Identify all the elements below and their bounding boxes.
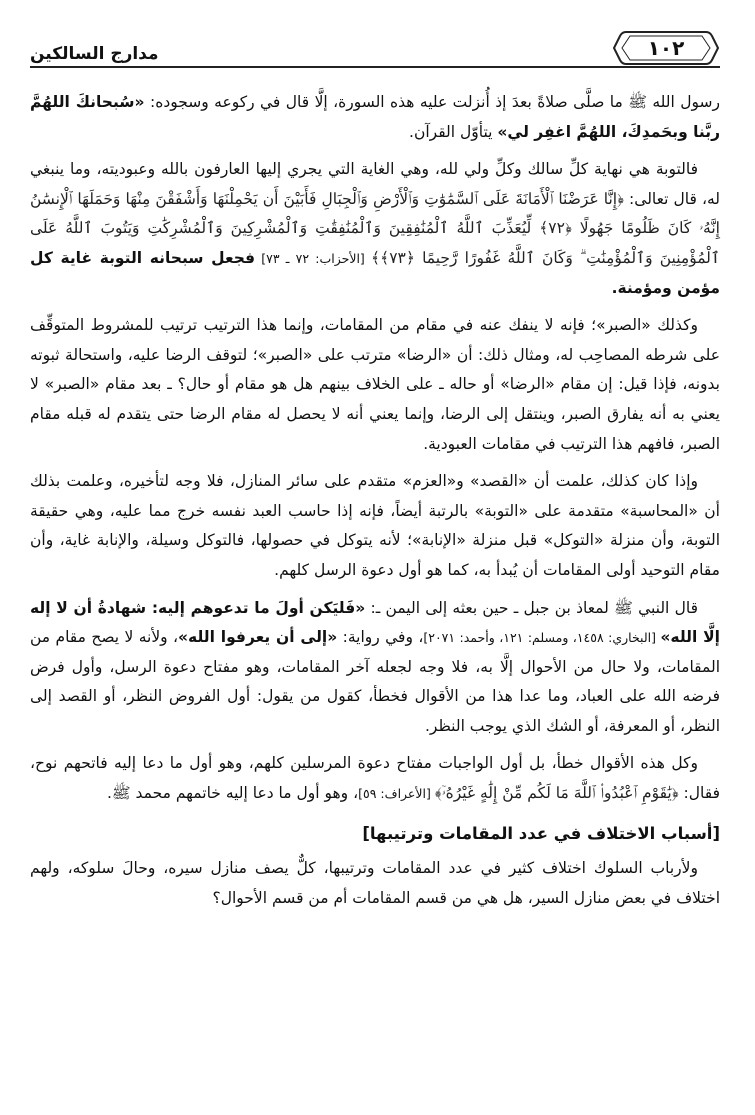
reference-hadith: [البخاري: ١٤٥٨، ومسلم: ١٢١، وأحمد: ٢٠٧١] — [423, 630, 661, 646]
page-number-frame — [612, 30, 720, 66]
paragraph-6 — [30, 749, 720, 808]
paragraph-5-text-a: قال النبي ﷺ لمعاذ بن جبل ـ حين بعثه إلى اليمن ـ: — [365, 598, 698, 617]
paragraph-4-text: وإذا كان كذلك، علمت أن «القصد» و«العزم» متقدم على سائر المنازل، فلا وجه لتأخيره، وعلمت بذلك أن «المحاسبة» متقدمة على «التوبة» بالرتبة أيضاً، فإنه إذا حاسب العبد نفسه خرج مما عليه، وهي حقيقة التوبة، وأن منزلة «التوكل» قبل منزلة «الإنابة»؛ لأنه يتوكل في حصولها، فالتوكل وسيلة، والإنابة غاية، وأن مقام التوحيد أولى المقامات أن يُبدأ به، كما هو أول دعوة الرسل كلهم. — [30, 472, 720, 579]
paragraph-6-text-a: وكل هذه الأقوال خطأ، بل أول الواجبات مفتاح دعوة المرسلين كلهم، وهو أول ما دعا إليه فاتحهم نوح، فقال: — [30, 754, 720, 803]
paragraph-3-text: وكذلك «الصبر»؛ فإنه لا ينفك عنه في مقام من المقامات، وإنما هذا الترتيب ترتيب للمشروط المتوقِّف على شرطه المصاحِب له، ومثال ذلك: أن «الرضا» مترتب على «الصبر»؛ لتوقف الرضا عليه، واستحالة ثبوته بدونه، فإذا قيل: إن مقام «الرضا» أو حاله ـ على الخلاف بينهم هل هو مقام أو حال؟ ـ بعد مقام «الصبر» لا يعني به أنه يفارق الصبر، وينتقل إلى الرضا، وإنما يعني أنه لا يحصل له مقام الرضا حتى يتقدم له قبله مقام الصبر، فافهم هذا الترتيب في مقامات العبودية. — [30, 316, 720, 453]
paragraph-1-text-b: يتأوّل القرآن. — [409, 122, 498, 141]
hadith-quote-dua: «سُبحانكَ اللهُمَّ ربَّنا وبحَمدِكَ، اللهُمَّ اغفِر لي» — [30, 93, 720, 141]
section-heading: [أسباب الاختلاف في عدد المقامات وترتيبها] — [362, 823, 720, 843]
reference-al-ahzab: [الأحزاب: ٧٢ ـ ٧٣] — [255, 250, 372, 266]
paragraph-1-text-a: رسول الله ﷺ ما صلَّى صلاةً بعدَ إذ أُنزلت عليه هذه السورة، إلَّا قال في ركوعه وسجوده: — [144, 93, 721, 111]
page-body — [30, 88, 720, 921]
paragraph-5-text-c: ، ولأنه لا يصح مقام من المقامات، ولا حال من الأحوال إلَّا به، فلا وجه لجعله آخر المقامات، وهو مفتاح دعوة الرسل، وأول فرض فرضه الله على العباد، وما عدا هذا من الأقوال فخطأ، كقول من يقول: أول الفروض النظر، أو القصد إلى النظر، أو المعرفة، أو الشك الذي يوجب النظر. — [30, 628, 720, 735]
quran-verse-al-ahzab: ﴿إِنَّا عَرَضْنَا ٱلْأَمَانَةَ عَلَى ٱلسَّمَٰوَٰتِ وَٱلْأَرْضِ وَٱلْجِبَالِ فَأَبَيْنَ أَن يَحْمِلْنَهَا وَأَشْفَقْنَ مِنْهَا وَحَمَلَهَا ٱلْإِنسَٰنُ إِنَّهُۥ كَانَ ظَلُومًا جَهُولًا ﴿٧٢﴾ لِّيُعَذِّبَ ٱللَّهُ ٱلْمُنَٰفِقِينَ وَٱلْمُنَٰفِقَٰتِ وَٱلْمُشْرِكِينَ وَٱلْمُشْرِكَٰتِ وَيَتُوبَ ٱللَّهُ عَلَى ٱلْمُؤْمِنِينَ وَٱلْمُؤْمِنَٰتِ ۗ وَكَانَ ٱللَّهُ غَفُورًا رَّحِيمًا ﴿٧٣﴾﴾ — [30, 189, 720, 267]
paragraph-4 — [30, 467, 720, 585]
paragraph-1 — [30, 88, 720, 147]
page-number: ١٠٢ — [647, 36, 685, 60]
paragraph-5-text-b: ، وفي رواية: — [337, 628, 424, 647]
paragraph-6-text-b: ، وهو أول ما دعا إليه خاتمهم محمد ﷺ. — [106, 784, 359, 803]
paragraph-2 — [30, 155, 720, 303]
paragraph-7 — [30, 854, 720, 913]
reference-al-araf: [الأعراف: ٥٩] — [358, 786, 435, 802]
paragraph-7-text: ولأرباب السلوك اختلاف كثير في عدد المقامات وترتيبها، كلٌّ يصف منازل سيره، وحالَ سلوكه، ولهم اختلاف في بعض منازل السير، هل هي من قسم المقامات أم من قسم الأحوال؟ — [30, 859, 720, 907]
paragraph-3 — [30, 311, 720, 459]
page-header — [30, 30, 720, 74]
quran-verse-al-araf: ﴿يَٰقَوْمِ ٱعْبُدُوا۟ ٱللَّهَ مَا لَكُم مِّنْ إِلَٰهٍ غَيْرُهُۥٓ﴾ — [434, 784, 679, 803]
hadith-quote-narration: «إلى أن يعرفوا الله» — [178, 628, 338, 647]
paragraph-2-text-b: فجعل سبحانه التوبة غاية كل مؤمن ومؤمنة. — [30, 248, 720, 297]
paragraph-2-text-a: فالتوبة هي نهاية كلِّ سالك وكلِّ ولي لله، وهي الغاية التي يجري إليها العارفون بالله وعبوديته، وما ينبغي له، قال تعالى: — [30, 160, 720, 208]
book-title: مدارج السالكين — [30, 44, 159, 64]
header-rule — [30, 66, 720, 68]
hadith-quote-muadh: «فَليَكن أولَ ما تدعوهم إليه: شهادةُ أن لا إله إلَّا الله» — [30, 598, 720, 647]
paragraph-5 — [30, 594, 720, 742]
